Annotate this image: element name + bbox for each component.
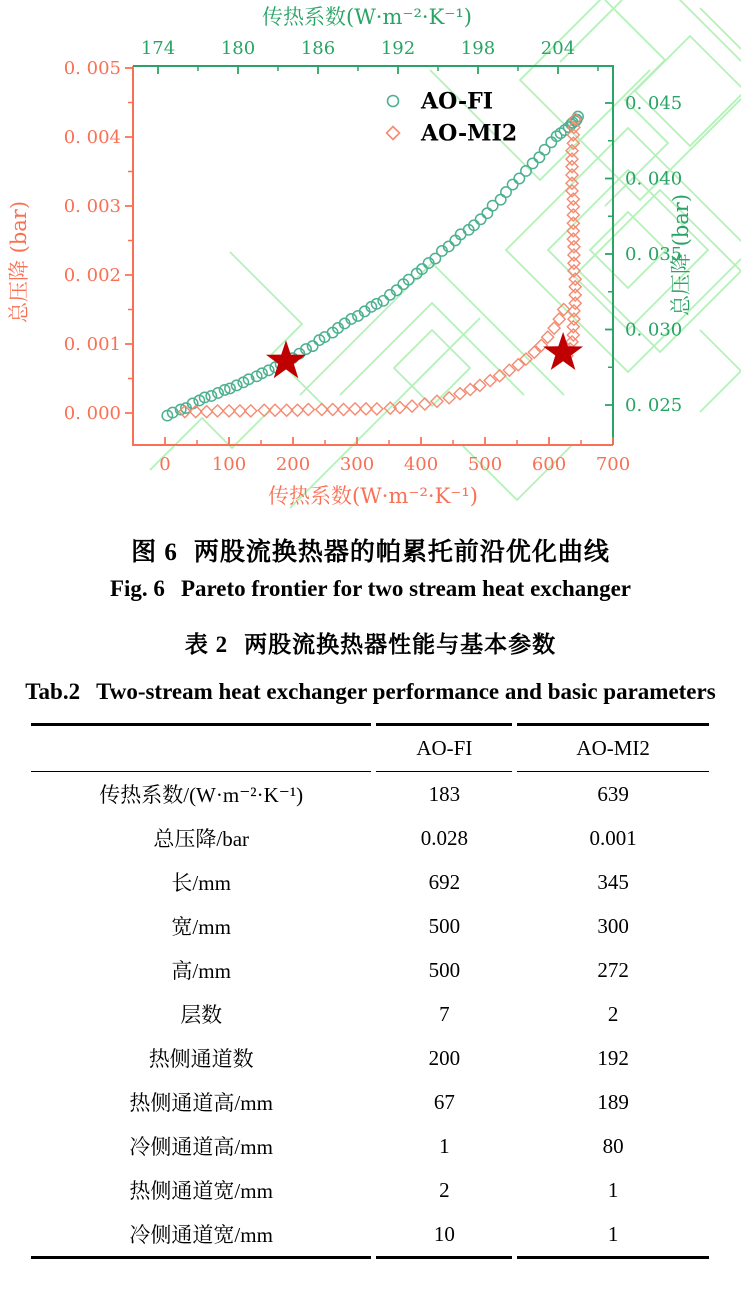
svg-text:0. 025: 0. 025	[625, 395, 683, 416]
svg-text:174: 174	[140, 38, 176, 59]
column-header: AO-FI	[376, 723, 512, 772]
row-label: 冷侧通道高/mm	[129, 1135, 273, 1159]
figure-number-en: Fig. 6	[109, 576, 165, 601]
table-number-en: Tab.2	[25, 679, 81, 704]
row-label: 高/mm	[171, 959, 231, 983]
row-value: 639	[597, 781, 629, 806]
row-value: 192	[597, 1045, 629, 1070]
row-value: 300	[597, 913, 629, 938]
row-value: 692	[428, 869, 461, 894]
legend-marker-diamond	[387, 127, 400, 140]
svg-text:0. 002: 0. 002	[63, 265, 121, 286]
svg-text:300: 300	[339, 454, 375, 475]
svg-text:400: 400	[403, 454, 439, 475]
figure-caption-zh	[0, 532, 741, 568]
svg-text:180: 180	[220, 38, 256, 59]
table-row	[31, 1168, 709, 1212]
chart-axes	[7, 5, 693, 508]
svg-text:500: 500	[467, 454, 503, 475]
row-label: 冷侧通道宽/mm	[31, 1212, 371, 1259]
legend-label: AO-FI	[421, 88, 494, 115]
table-row	[31, 816, 709, 860]
row-value: 10	[376, 1212, 512, 1259]
svg-text:100: 100	[211, 454, 247, 475]
row-value: 500	[428, 913, 461, 938]
chart-legend	[387, 89, 518, 147]
table-number-zh: 表 2	[184, 632, 229, 657]
row-value: 1	[439, 1133, 450, 1158]
pareto-chart	[0, 0, 741, 515]
row-value: 67	[433, 1089, 455, 1114]
svg-text:200: 200	[275, 454, 311, 475]
row-label: 热侧通道宽/mm	[129, 1179, 273, 1203]
table-row	[31, 1212, 709, 1259]
table-row	[31, 904, 709, 948]
table-title-en	[18, 671, 723, 713]
row-label: 总压降/bar	[153, 827, 250, 851]
row-value: 7	[439, 1001, 450, 1026]
row-label: 热侧通道数	[148, 1047, 254, 1071]
row-value: 345	[597, 869, 629, 894]
table-row	[31, 992, 709, 1036]
table-row	[31, 1124, 709, 1168]
table-title-zh-text: 两股流换热器性能与基本参数	[244, 632, 557, 657]
legend-label: AO-MI2	[421, 120, 518, 147]
row-value: 500	[428, 957, 461, 982]
row-label: 宽/mm	[171, 915, 231, 939]
row-label: 热侧通道高/mm	[129, 1091, 273, 1115]
column-header: AO-MI2	[517, 723, 709, 772]
row-label: 传热系数/(W·m⁻²·K⁻¹)	[99, 783, 304, 807]
table-row	[31, 860, 709, 904]
table-header-row	[31, 723, 709, 772]
svg-text:700: 700	[595, 454, 631, 475]
table-row	[31, 1036, 709, 1080]
table-row	[31, 772, 709, 816]
chart-series	[162, 111, 583, 420]
svg-text:198: 198	[460, 38, 496, 59]
row-value: 200	[428, 1045, 461, 1070]
column-header-empty	[31, 723, 371, 772]
row-label: 长/mm	[171, 871, 231, 895]
row-value: 1	[517, 1212, 709, 1259]
row-value: 0.001	[589, 825, 637, 850]
svg-text:0: 0	[159, 454, 171, 475]
svg-text:总压降 (bar): 总压降 (bar)	[7, 200, 31, 324]
figure-caption-zh-text: 两股流换热器的帕累托前沿优化曲线	[193, 539, 610, 566]
figure-caption-en	[0, 576, 741, 602]
svg-text:192: 192	[380, 38, 416, 59]
series-ao-fi	[162, 111, 583, 420]
svg-text:186: 186	[300, 38, 336, 59]
table-title-en-text: Two-stream heat exchanger performance and basic parameters	[96, 679, 716, 704]
svg-text:传热系数(W·m⁻²·K⁻¹): 传热系数(W·m⁻²·K⁻¹)	[262, 5, 472, 29]
figure-caption-en-text: Pareto frontier for two stream heat exchanger	[180, 576, 632, 601]
row-value: 272	[597, 957, 629, 982]
svg-text:传热系数(W·m⁻²·K⁻¹): 传热系数(W·m⁻²·K⁻¹)	[268, 484, 478, 508]
svg-text:0. 040: 0. 040	[625, 168, 683, 190]
row-value: 2	[607, 1001, 619, 1026]
svg-text:0. 030: 0. 030	[625, 319, 683, 341]
svg-text:204: 204	[540, 38, 576, 59]
table-row	[31, 1080, 709, 1124]
parameters-table	[26, 723, 714, 1259]
svg-text:总压降 (bar): 总压降 (bar)	[669, 193, 693, 317]
row-value: 189	[597, 1089, 629, 1114]
legend-marker-circle	[388, 96, 399, 107]
table-title-zh	[0, 626, 741, 659]
svg-text:0. 003: 0. 003	[63, 196, 121, 217]
row-value: 80	[602, 1133, 624, 1158]
row-value: 183	[428, 781, 461, 806]
figure-number-zh: 图 6	[131, 539, 178, 566]
svg-text:0. 045: 0. 045	[625, 93, 683, 114]
row-value: 1	[607, 1177, 619, 1202]
svg-text:0. 035: 0. 035	[625, 244, 683, 265]
svg-text:0. 004: 0. 004	[63, 127, 121, 148]
row-value: 2	[439, 1177, 450, 1202]
svg-text:0. 001: 0. 001	[63, 334, 121, 355]
svg-text:0. 000: 0. 000	[63, 403, 121, 424]
svg-text:600: 600	[531, 454, 567, 475]
row-value: 0.028	[420, 825, 468, 850]
svg-text:0. 005: 0. 005	[63, 58, 121, 79]
row-label: 层数	[180, 1003, 223, 1027]
table-row	[31, 948, 709, 992]
